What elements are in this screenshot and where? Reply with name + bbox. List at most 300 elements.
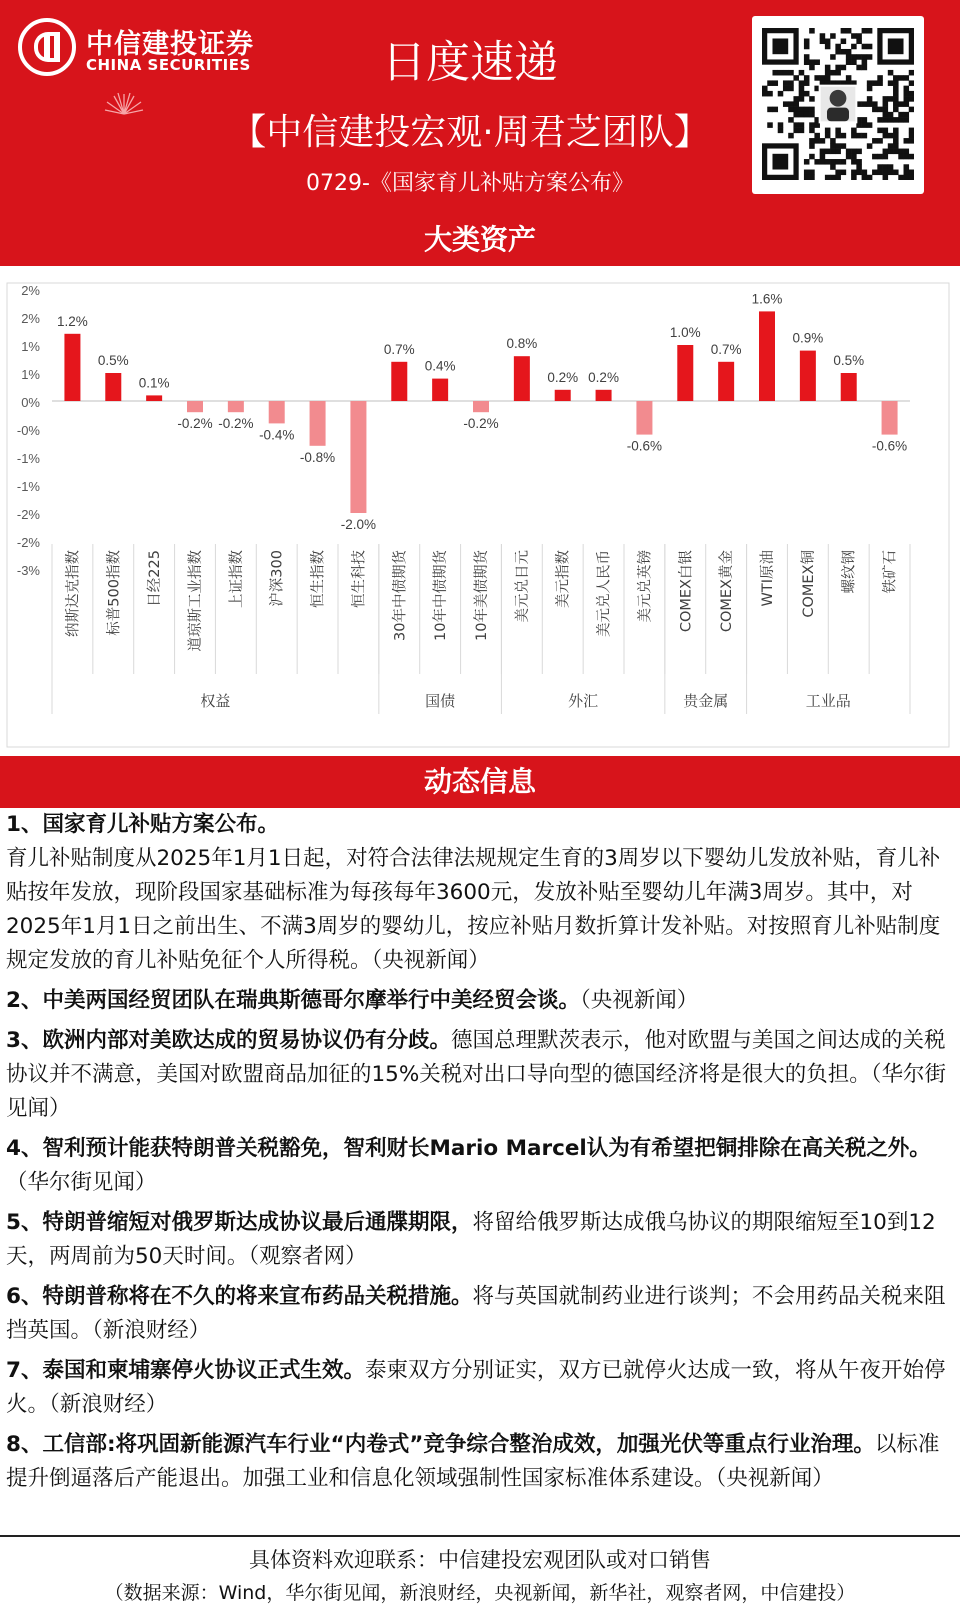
category-label: 螺纹钢 — [841, 550, 858, 594]
qr-module — [814, 133, 820, 139]
news-body: 育儿补贴制度从2025年1月1日起，对符合法律法规规定生育的3周岁以下婴幼儿发放补贴，育儿补贴按年发放，现阶段国家基础标准为每孩每年3600元，发放补贴至婴幼儿年满3周岁。其中，对2025年1月1日之前出生、不满3周岁的婴幼儿，按应补贴月数折算计发补贴。对按照育儿补贴制度规定发放的育儿补贴免征个人所得税。 — [6, 846, 941, 973]
qr-module — [762, 86, 768, 92]
qr-module — [825, 44, 831, 50]
news-body: 将留给俄罗斯达成俄乌协议的期限缩短至10到12天，两周前为50天时间。 — [6, 1210, 936, 1269]
qr-module — [793, 75, 799, 81]
qr-module — [867, 44, 873, 50]
qr-module — [893, 143, 899, 149]
news-item — [6, 1428, 954, 1496]
data-label: 0.5% — [833, 353, 865, 368]
qr-module — [814, 159, 820, 165]
qr-module — [788, 80, 794, 86]
qr-module — [883, 170, 889, 176]
qr-module — [888, 143, 894, 149]
bar-2 — [146, 395, 162, 401]
qr-module — [888, 96, 894, 102]
qr-module — [804, 107, 810, 113]
y-tick-label: -2% — [16, 535, 40, 550]
qr-module — [867, 122, 873, 128]
qr-module — [835, 175, 841, 180]
qr-module — [862, 65, 868, 71]
data-label: 0.5% — [97, 353, 129, 368]
qr-module — [862, 122, 868, 128]
qr-module — [772, 107, 778, 113]
avatar-head-icon — [830, 90, 847, 107]
qr-module — [793, 107, 799, 113]
qr-module — [893, 149, 899, 155]
bar-7 — [350, 401, 366, 513]
bar-17 — [759, 311, 775, 401]
qr-module — [904, 117, 910, 123]
qr-module — [867, 86, 873, 92]
category-label: WTI原油 — [760, 550, 776, 607]
qr-module — [856, 38, 862, 44]
qr-code[interactable] — [752, 16, 924, 194]
news-body: 将与英国就制药业进行谈判；不会用药品关税来阻挡英国。 — [6, 1284, 946, 1343]
category-label: COMEX黄金 — [719, 550, 736, 633]
issue-dateline: 0729-《国家育儿补贴方案公布》 — [306, 171, 634, 196]
bar-18 — [800, 351, 816, 401]
qr-module — [851, 59, 857, 65]
qr-module — [809, 59, 815, 65]
bar-15 — [677, 345, 693, 401]
bar-14 — [636, 401, 652, 435]
bar-19 — [841, 373, 857, 401]
news-headline: 2、中美两国经贸团队在瑞典斯德哥尔摩举行中美经贸会谈。 — [6, 988, 580, 1013]
qr-module — [877, 164, 883, 170]
qr-module — [851, 159, 857, 165]
qr-finder — [772, 38, 788, 54]
bar-9 — [432, 379, 448, 401]
news-body: 以标准提升倒逼落后产能退出。加强工业和信息化领域强制性国家标准体系建设。 — [6, 1432, 940, 1491]
qr-module — [772, 70, 778, 76]
data-label: -0.2% — [218, 416, 254, 432]
category-label: 沪深300 — [269, 550, 286, 607]
y-tick-label: -1% — [16, 451, 40, 466]
qr-module — [877, 75, 883, 81]
qr-module — [893, 75, 899, 81]
qr-module — [846, 49, 852, 55]
qr-module — [799, 96, 805, 102]
qr-module — [851, 133, 857, 139]
qr-module — [835, 133, 841, 139]
qr-module — [809, 128, 815, 134]
qr-module — [809, 28, 815, 34]
qr-module — [888, 112, 894, 118]
news-item — [6, 1354, 954, 1422]
category-label: 铁矿石 — [882, 550, 899, 594]
data-label: 0.9% — [792, 330, 824, 346]
bar-4 — [228, 401, 244, 412]
qr-module — [804, 159, 810, 165]
qr-module — [830, 143, 836, 149]
y-tick-label: -2% — [16, 507, 40, 522]
qr-module — [851, 170, 857, 176]
sunburst-decoration-icon — [104, 90, 144, 116]
news-source: （观察者网） — [248, 1244, 367, 1269]
qr-module — [888, 133, 894, 139]
qr-module — [788, 86, 794, 92]
qr-module — [783, 80, 789, 86]
qr-module — [872, 80, 878, 86]
qr-module — [841, 65, 847, 71]
qr-module — [809, 112, 815, 118]
qr-module — [883, 128, 889, 134]
qr-module — [883, 101, 889, 107]
data-label: 0.2% — [547, 369, 579, 385]
qr-module — [830, 159, 836, 165]
qr-module — [888, 149, 894, 155]
category-label: 上证指数 — [228, 550, 245, 608]
data-label: -0.2% — [463, 416, 499, 432]
qr-module — [867, 80, 873, 86]
news-headline: 4、智利预计能获特朗普关税豁免，智利财长Mario Marcel认为有希望把铜排除在高关税之外。 — [6, 1136, 931, 1161]
qr-module — [820, 154, 826, 160]
y-tick-label: 0% — [21, 395, 40, 410]
qr-module — [809, 107, 815, 113]
qr-module — [909, 133, 914, 139]
qr-module — [909, 91, 914, 97]
qr-module — [904, 112, 910, 118]
category-label: 道琼斯工业指数 — [188, 550, 204, 652]
qr-module — [862, 133, 868, 139]
category-label: 标普500指数 — [106, 550, 123, 636]
bar-0 — [64, 334, 80, 401]
qr-module — [851, 154, 857, 160]
qr-module — [888, 117, 894, 123]
bar-10 — [473, 401, 489, 412]
qr-module — [767, 122, 773, 128]
data-label: 0.2% — [588, 369, 619, 385]
group-label: 贵金属 — [683, 692, 729, 710]
qr-module — [898, 112, 904, 118]
category-label: 纳斯达克指数 — [65, 550, 82, 637]
data-label: 0.4% — [424, 358, 456, 374]
news-source: （央视新闻） — [371, 948, 490, 973]
qr-module — [809, 122, 815, 128]
y-tick-label: 1% — [21, 339, 40, 354]
qr-module — [862, 117, 868, 123]
data-label: -2.0% — [340, 517, 377, 532]
news-headline: 3、欧洲内部对美欧达成的贸易协议仍有分歧。 — [6, 1028, 451, 1053]
qr-module — [877, 117, 883, 123]
qr-module — [872, 138, 878, 144]
qr-module — [804, 175, 810, 180]
qr-module — [872, 154, 878, 160]
qr-module — [809, 138, 815, 144]
qr-module — [830, 33, 836, 39]
qr-module — [804, 59, 810, 65]
qr-module — [809, 65, 815, 71]
qr-module — [809, 170, 815, 176]
qr-module — [904, 101, 910, 107]
qr-module — [820, 33, 826, 39]
data-label: 1.2% — [57, 313, 88, 329]
qr-module — [809, 154, 815, 160]
qr-module — [825, 133, 831, 139]
qr-module — [793, 96, 799, 102]
qr-module — [835, 65, 841, 71]
qr-module — [867, 54, 873, 60]
bar-chart-svg — [6, 282, 950, 748]
qr-module — [809, 175, 815, 180]
data-label: 1.0% — [669, 325, 701, 340]
qr-module — [825, 149, 831, 155]
group-label: 外汇 — [568, 692, 599, 710]
qr-module — [835, 170, 841, 176]
qr-module — [830, 138, 836, 144]
qr-module — [841, 170, 847, 176]
qr-module — [898, 149, 904, 155]
qr-module — [856, 159, 862, 165]
qr-module — [851, 128, 857, 134]
qr-module — [825, 128, 831, 134]
qr-module — [841, 133, 847, 139]
qr-module — [835, 128, 841, 134]
qr-module — [883, 117, 889, 123]
qr-module — [909, 170, 914, 176]
news-item — [6, 984, 954, 1018]
qr-module — [856, 164, 862, 170]
qr-module — [835, 49, 841, 55]
qr-module — [867, 143, 873, 149]
qr-module — [888, 164, 894, 170]
category-label: 美元兑英镑 — [637, 550, 654, 623]
news-source: （新浪财经） — [92, 1318, 211, 1343]
news-source: （央视新闻） — [579, 988, 699, 1013]
qr-module — [872, 107, 878, 113]
qr-module — [830, 54, 836, 60]
qr-module — [909, 96, 914, 102]
data-label: -0.2% — [177, 416, 213, 432]
bar-20 — [882, 401, 898, 435]
qr-module — [841, 49, 847, 55]
qr-module — [772, 80, 778, 86]
qr-module — [877, 154, 883, 160]
qr-module — [862, 59, 868, 65]
data-label: 0.1% — [138, 375, 170, 391]
qr-module — [841, 159, 847, 165]
qr-module — [856, 65, 862, 71]
qr-module — [877, 107, 883, 113]
qr-module — [788, 107, 794, 113]
brand-logo — [18, 18, 278, 78]
qr-module — [856, 170, 862, 176]
footer-divider — [0, 1535, 960, 1537]
qr-module — [820, 149, 826, 155]
category-label: 日经225 — [147, 550, 164, 607]
data-label: -0.6% — [871, 438, 908, 454]
qr-module — [898, 175, 904, 180]
section-title-assets: 大类资产 — [0, 214, 960, 266]
qr-module — [893, 96, 899, 102]
qr-module — [778, 122, 784, 128]
section-title-news: 动态信息 — [0, 756, 960, 808]
qr-module — [767, 91, 773, 97]
footer-sources: （数据来源：Wind，华尔街见闻，新浪财经，央视新闻，新华社，观察者网，中信建投） — [104, 1582, 856, 1604]
qr-module — [862, 170, 868, 176]
category-label: 美元指数 — [555, 550, 572, 608]
qr-module — [883, 107, 889, 113]
qr-module — [835, 44, 841, 50]
qr-module — [872, 101, 878, 107]
qr-module — [851, 175, 857, 180]
qr-module — [883, 149, 889, 155]
category-label: 10年美债期货 — [474, 550, 490, 641]
qr-module — [814, 75, 820, 81]
qr-module — [867, 175, 873, 180]
bar-8 — [391, 362, 407, 401]
team-subtitle: 【中信建投宏观·周君芝团队】 — [230, 112, 710, 153]
qr-module — [867, 101, 873, 107]
qr-module — [856, 149, 862, 155]
qr-module — [835, 149, 841, 155]
qr-module — [835, 159, 841, 165]
qr-module — [783, 70, 789, 76]
news-item — [6, 808, 954, 978]
qr-finder — [772, 154, 788, 170]
category-label: 美元兑日元 — [514, 550, 531, 623]
news-body: 德国总理默茨表示，他对欧盟与美国之间达成的关税协议并不满意，美国对欧盟商品加征的15%关税对出口导向型的德国经济将是很大的负担。 — [6, 1028, 946, 1087]
qr-module — [904, 149, 910, 155]
news-source: （新浪财经） — [49, 1392, 168, 1417]
bar-3 — [187, 401, 203, 412]
qr-module — [867, 28, 873, 34]
qr-module — [893, 91, 899, 97]
qr-module — [877, 138, 883, 144]
qr-module — [898, 101, 904, 107]
footer-contact: 具体资料欢迎联系：中信建投宏观团队或对口销售 — [249, 1548, 711, 1572]
qr-module — [825, 175, 831, 180]
qr-finder — [888, 38, 904, 54]
data-label: 1.6% — [751, 291, 783, 307]
avatar-body-icon — [827, 108, 849, 122]
qr-module — [904, 86, 910, 92]
logo-english-name: CHINA SECURITIES — [86, 56, 251, 74]
qr-module — [783, 101, 789, 107]
qr-module — [809, 143, 815, 149]
qr-module — [804, 38, 810, 44]
qr-module — [888, 170, 894, 176]
qr-module — [804, 75, 810, 81]
qr-module — [862, 44, 868, 50]
qr-module — [841, 38, 847, 44]
news-headline: 7、泰国和柬埔寨停火协议正式生效。 — [6, 1358, 365, 1383]
qr-module — [909, 128, 914, 134]
news-item — [6, 1280, 954, 1348]
qr-module — [862, 54, 868, 60]
news-headline: 5、特朗普缩短对俄罗斯达成协议最后通牒期限， — [6, 1210, 473, 1235]
qr-module — [909, 80, 914, 86]
qr-module — [883, 133, 889, 139]
y-tick-label: -1% — [16, 479, 40, 494]
qr-module — [862, 28, 868, 34]
category-label: COMEX白银 — [678, 550, 695, 633]
qr-module — [778, 70, 784, 76]
qr-module — [856, 54, 862, 60]
qr-module — [830, 149, 836, 155]
data-label: 0.7% — [710, 341, 742, 357]
group-label: 国债 — [425, 692, 456, 710]
qr-module — [893, 101, 899, 107]
group-label: 权益 — [200, 692, 231, 710]
qr-module — [804, 91, 810, 97]
logo-emblem-icon — [18, 18, 76, 76]
bar-5 — [269, 401, 285, 423]
asset-returns-chart — [6, 282, 950, 748]
news-headline: 6、特朗普称将在不久的将来宣布药品关税措施。 — [6, 1284, 473, 1309]
qr-module — [893, 128, 899, 134]
qr-module — [872, 170, 878, 176]
qr-module — [898, 75, 904, 81]
qr-module — [909, 138, 914, 144]
category-label: 恒生科技 — [351, 550, 368, 608]
qr-module — [856, 133, 862, 139]
y-tick-label: -0% — [16, 423, 40, 438]
qr-module — [830, 70, 836, 76]
category-label: 恒生指数 — [310, 550, 327, 608]
news-headline: 8、工信部:将巩固新能源汽车行业“内卷式”竞争综合整治成效，加强光伏等重点行业治理。 — [6, 1432, 875, 1457]
bar-16 — [718, 362, 734, 401]
category-label: 美元兑人民币 — [596, 550, 613, 637]
qr-module — [788, 101, 794, 107]
qr-module — [814, 59, 820, 65]
qr-module — [883, 96, 889, 102]
data-label: -0.4% — [259, 427, 295, 443]
qr-module — [793, 112, 799, 118]
qr-module — [799, 80, 805, 86]
qr-module — [778, 91, 784, 97]
qr-module — [904, 154, 910, 160]
qr-module — [804, 170, 810, 176]
qr-module — [767, 80, 773, 86]
qr-module — [783, 86, 789, 92]
qr-module — [877, 80, 883, 86]
qr-code-icon — [762, 28, 914, 180]
qr-module — [877, 170, 883, 176]
qr-module — [825, 70, 831, 76]
group-label: 工业品 — [805, 692, 851, 710]
qr-module — [883, 175, 889, 180]
qr-module — [846, 75, 852, 81]
bar-13 — [596, 390, 612, 401]
qr-module — [867, 96, 873, 102]
qr-module — [893, 138, 899, 144]
category-label: 10年中债期货 — [433, 550, 450, 641]
qr-module — [893, 107, 899, 113]
qr-module — [788, 117, 794, 123]
page-title: 日度速递 — [382, 37, 558, 88]
qr-module — [893, 170, 899, 176]
qr-module — [820, 159, 826, 165]
qr-module — [767, 107, 773, 113]
qr-module — [799, 91, 805, 97]
bar-12 — [555, 390, 571, 401]
qr-module — [778, 128, 784, 134]
qr-module — [825, 75, 831, 81]
news-source: （华尔街见闻） — [6, 1062, 947, 1121]
y-tick-label: -3% — [16, 563, 40, 578]
qr-module — [846, 154, 852, 160]
qr-module — [835, 70, 841, 76]
data-label: 0.8% — [506, 336, 538, 352]
qr-module — [851, 33, 857, 39]
qr-module — [904, 175, 910, 180]
qr-module — [799, 122, 805, 128]
bar-1 — [105, 373, 121, 401]
qr-module — [825, 159, 831, 165]
category-label: 30年中债期货 — [392, 550, 409, 641]
